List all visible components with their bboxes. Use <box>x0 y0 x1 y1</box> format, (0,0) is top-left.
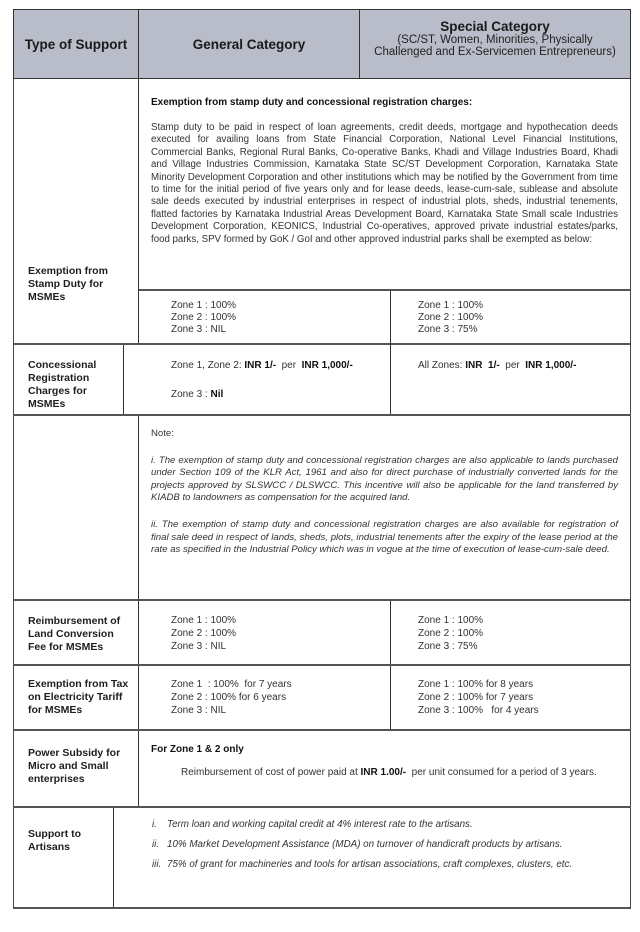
artisans-list <box>152 819 624 879</box>
registration-zone12: Zone 1, Zone 2: INR 1/- per INR 1,000/- <box>171 360 353 371</box>
table-header <box>13 9 631 79</box>
note-item-2: ii. The exemption of stamp duty and concessional registration charges are also available for registration of final sale deed in respect of lands, sheds, plots, industrial tenements after the expiry of the lease period at the rate as specified in the Industrial Policy which was in vogue at the time of execution of lease-cum-sale deed. <box>151 518 618 556</box>
zone-value: Zone 3 : NIL <box>171 324 227 335</box>
zone-value: Zone 1 : 100% <box>171 300 237 311</box>
zone-value: Zone 3 : NIL <box>171 705 227 716</box>
stamp-duty-text: Stamp duty to be paid in respect of loan agreements, credit deeds, mortgage and hypothecation deeds executed for availing loans from State Financial Corporation, National Level Financial Institutions, Commercial Banks, Regional Rural Banks, Co-operative Banks, Khadi and Village Industries Board, Khadi and Village Industries Commission, Karnataka State SC/ST Development Corporation, Karnataka State Minority Development Corporation and other institutions which may be notified by the Government from time to time for the initial period of five years only and for lease deeds, lease-cum-sale, sublease and absolute sale deeds executed by industrial enterprises in respect of industrial plots, sheds, industrial tenements, flatted factories by Karnataka Industrial Areas Development Board, Karnataka State Small scale Industries Development Corporation, KEONICS, Industrial Co-operatives, approved private industrial estates/parks, food parks, SPV formed by GoK / GoI and other approved industrial parks shall be exempted as below: <box>151 122 618 245</box>
zone-value: Zone 2 : 100% for 7 years <box>418 692 534 703</box>
special-category-subtitle: (SC/ST, Women, Minorities, Physically Challenged and Ex-Servicemen Entrepreneurs) <box>374 34 616 58</box>
row-label: Reimbursement of Land Conversion Fee for MSMEs <box>14 601 139 664</box>
stamp-duty-general <box>139 291 391 347</box>
power-description: Reimbursement of cost of power paid at INR 1.00/- per unit consumed for a period of 3 years. <box>181 767 597 778</box>
electricity-general <box>139 666 391 729</box>
registration-special: All Zones: INR 1/- per INR 1,000/- <box>418 360 577 371</box>
row-registration-charges <box>13 345 631 416</box>
zone-value: Zone 1 : 100% for 7 years <box>171 679 292 690</box>
row-electricity-tax <box>13 666 631 731</box>
zone-value: Zone 2 : 100% <box>171 628 237 639</box>
stamp-duty-heading: Exemption from stamp duty and concessional registration charges: <box>151 97 473 108</box>
power-heading: For Zone 1 & 2 only <box>151 744 244 755</box>
zone-value: Zone 1 : 100% <box>418 300 484 311</box>
list-item: ii. 10% Market Development Assistance (MDA) on turnover of handicraft products by artisans. <box>152 839 563 850</box>
list-item: iii. 75% of grant for machineries and tools for artisan associations, craft complexes, clusters, etc. <box>152 859 573 870</box>
zone-value: Zone 2 : 100% <box>418 628 484 639</box>
stamp-duty-special <box>391 291 630 347</box>
zone-value: Zone 3 : NIL <box>171 641 227 652</box>
zone-value: Zone 3 : 100% for 4 years <box>418 705 539 716</box>
land-conversion-special <box>391 601 630 664</box>
zone-value: Zone 1 : 100% <box>171 615 237 626</box>
zone-value: Zone 1 : 100% for 8 years <box>418 679 534 690</box>
list-item: i. Term loan and working capital credit at 4% interest rate to the artisans. <box>152 819 473 830</box>
header-general-category: General Category <box>139 10 360 78</box>
land-conversion-general <box>139 601 391 664</box>
stamp-duty-description <box>151 97 618 246</box>
header-special-category <box>360 10 630 78</box>
note-item-1: i. The exemption of stamp duty and concessional registration charges are also applicable to lands purchased under Section 109 of the KLR Act, 1961 and also for direct purchase of industrially converted lands for the projects approved by SLSWCC / DLSWCC. This incentive will also be applicable for the land transferred by KIADB to landowners as compensation for the acquired land. <box>151 454 618 504</box>
zone-value: Zone 3 : 75% <box>418 324 478 335</box>
row-label: Concessional Registration Charges for MSMEs <box>14 345 124 414</box>
zone-value: Zone 2 : 100% <box>171 312 237 323</box>
electricity-special <box>391 666 630 729</box>
row-label: Exemption from Tax on Electricity Tariff for MSMEs <box>14 666 139 729</box>
row-note <box>13 416 631 601</box>
row-label: Power Subsidy for Micro and Small enterprises <box>14 731 139 806</box>
note-title: Note: <box>151 428 174 439</box>
row-power-subsidy <box>13 731 631 808</box>
row-stamp-duty <box>13 79 631 345</box>
zone-value: Zone 3 : 75% <box>418 641 478 652</box>
special-category-title: Special Category <box>440 19 550 34</box>
registration-zone3: Zone 3 : Nil <box>171 389 224 400</box>
zone-value: Zone 2 : 100% <box>418 312 484 323</box>
row-artisans <box>13 808 631 909</box>
header-type-of-support: Type of Support <box>14 10 139 78</box>
zone-value: Zone 2 : 100% for 6 years <box>171 692 287 703</box>
registration-general <box>139 345 391 414</box>
zone-value: Zone 1 : 100% <box>418 615 484 626</box>
row-label: Exemption from Stamp Duty for MSMEs <box>14 79 139 343</box>
row-label: Support to Artisans <box>14 808 114 907</box>
row-land-conversion <box>13 601 631 666</box>
